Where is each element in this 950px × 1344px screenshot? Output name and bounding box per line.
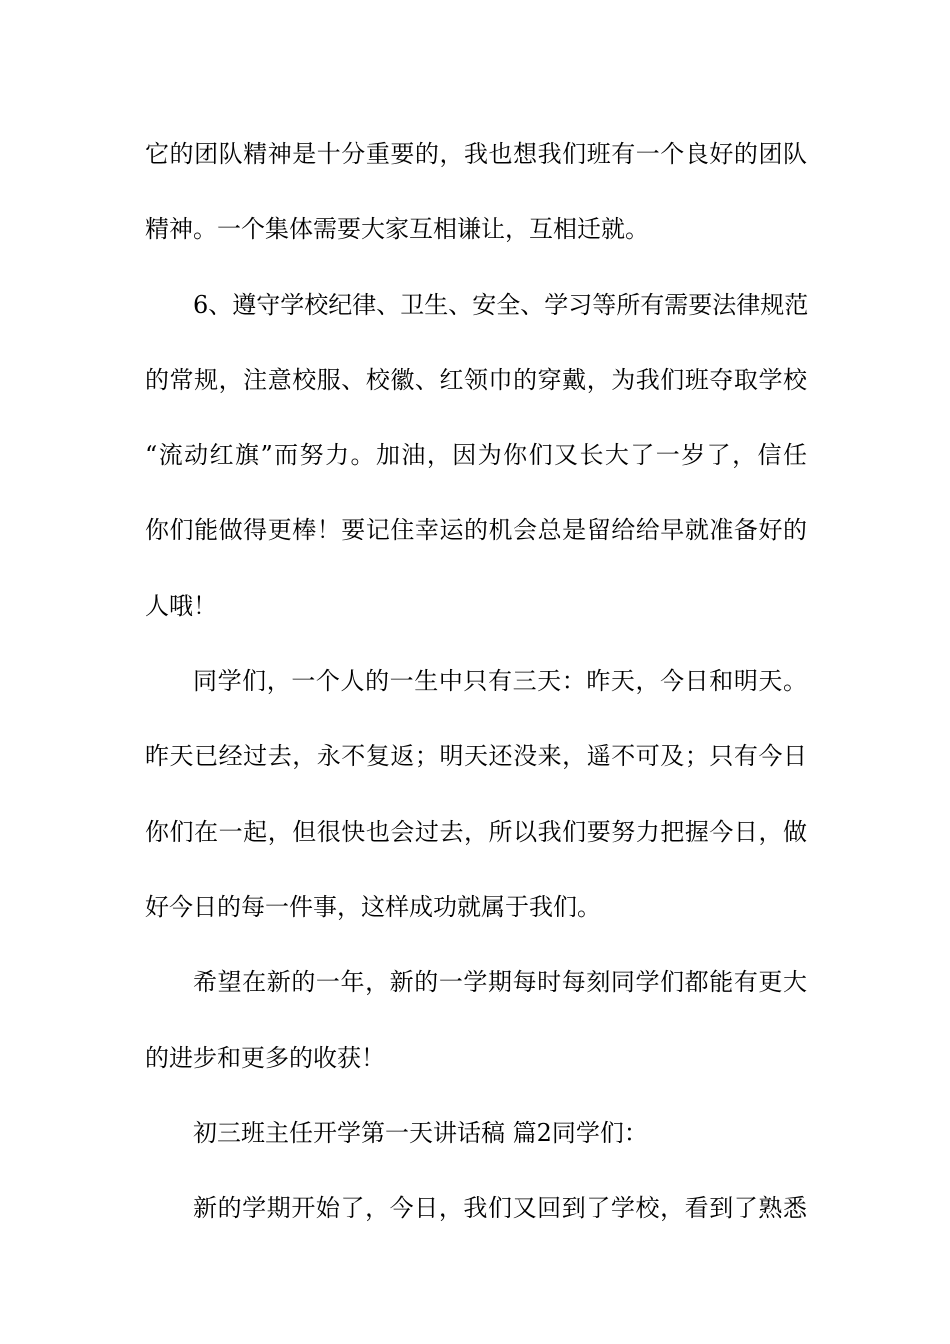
paragraph-line: 昨天已经过去，永不复返；明天还没来，遥不可及；只有今日 (145, 742, 807, 771)
paragraph-line: 人哦！ (145, 591, 217, 620)
paragraph-line: 精神。一个集体需要大家互相谦让，互相迁就。 (145, 215, 649, 244)
paragraph-line: 你们在一起，但很快也会过去，所以我们要努力把握今日，做 (145, 817, 807, 846)
paragraph-line: 它的团队精神是十分重要的，我也想我们班有一个良好的团队 (145, 140, 807, 168)
paragraph-line: 同学们，一个人的一生中只有三天：昨天，今日和明天。 (193, 667, 807, 696)
paragraph-line: 好今日的每一件事，这样成功就属于我们。 (145, 892, 601, 921)
paragraph-line: 你们能做得更棒！要记住幸运的机会总是留给给早就准备好的 (145, 516, 807, 545)
paragraph-line: 的常规，注意校服、校徽、红领巾的穿戴，为我们班夺取学校 (145, 365, 807, 394)
paragraph-line: 的进步和更多的收获！ (145, 1043, 385, 1072)
section-heading: 初三班主任开学第一天讲话稿 篇2同学们： (193, 1118, 648, 1147)
document-body (145, 124, 807, 1253)
paragraph-line: 6、遵守学校纪律、卫生、安全、学习等所有需要法律规范 (193, 290, 809, 319)
paragraph-line: 希望在新的一年，新的一学期每时每刻同学们都能有更大 (193, 968, 807, 997)
paragraph-line: “流动红旗”而努力。加油，因为你们又长大了一岁了，信任 (145, 441, 807, 470)
paragraph-line: 新的学期开始了，今日，我们又回到了学校，看到了熟悉 (193, 1194, 807, 1223)
